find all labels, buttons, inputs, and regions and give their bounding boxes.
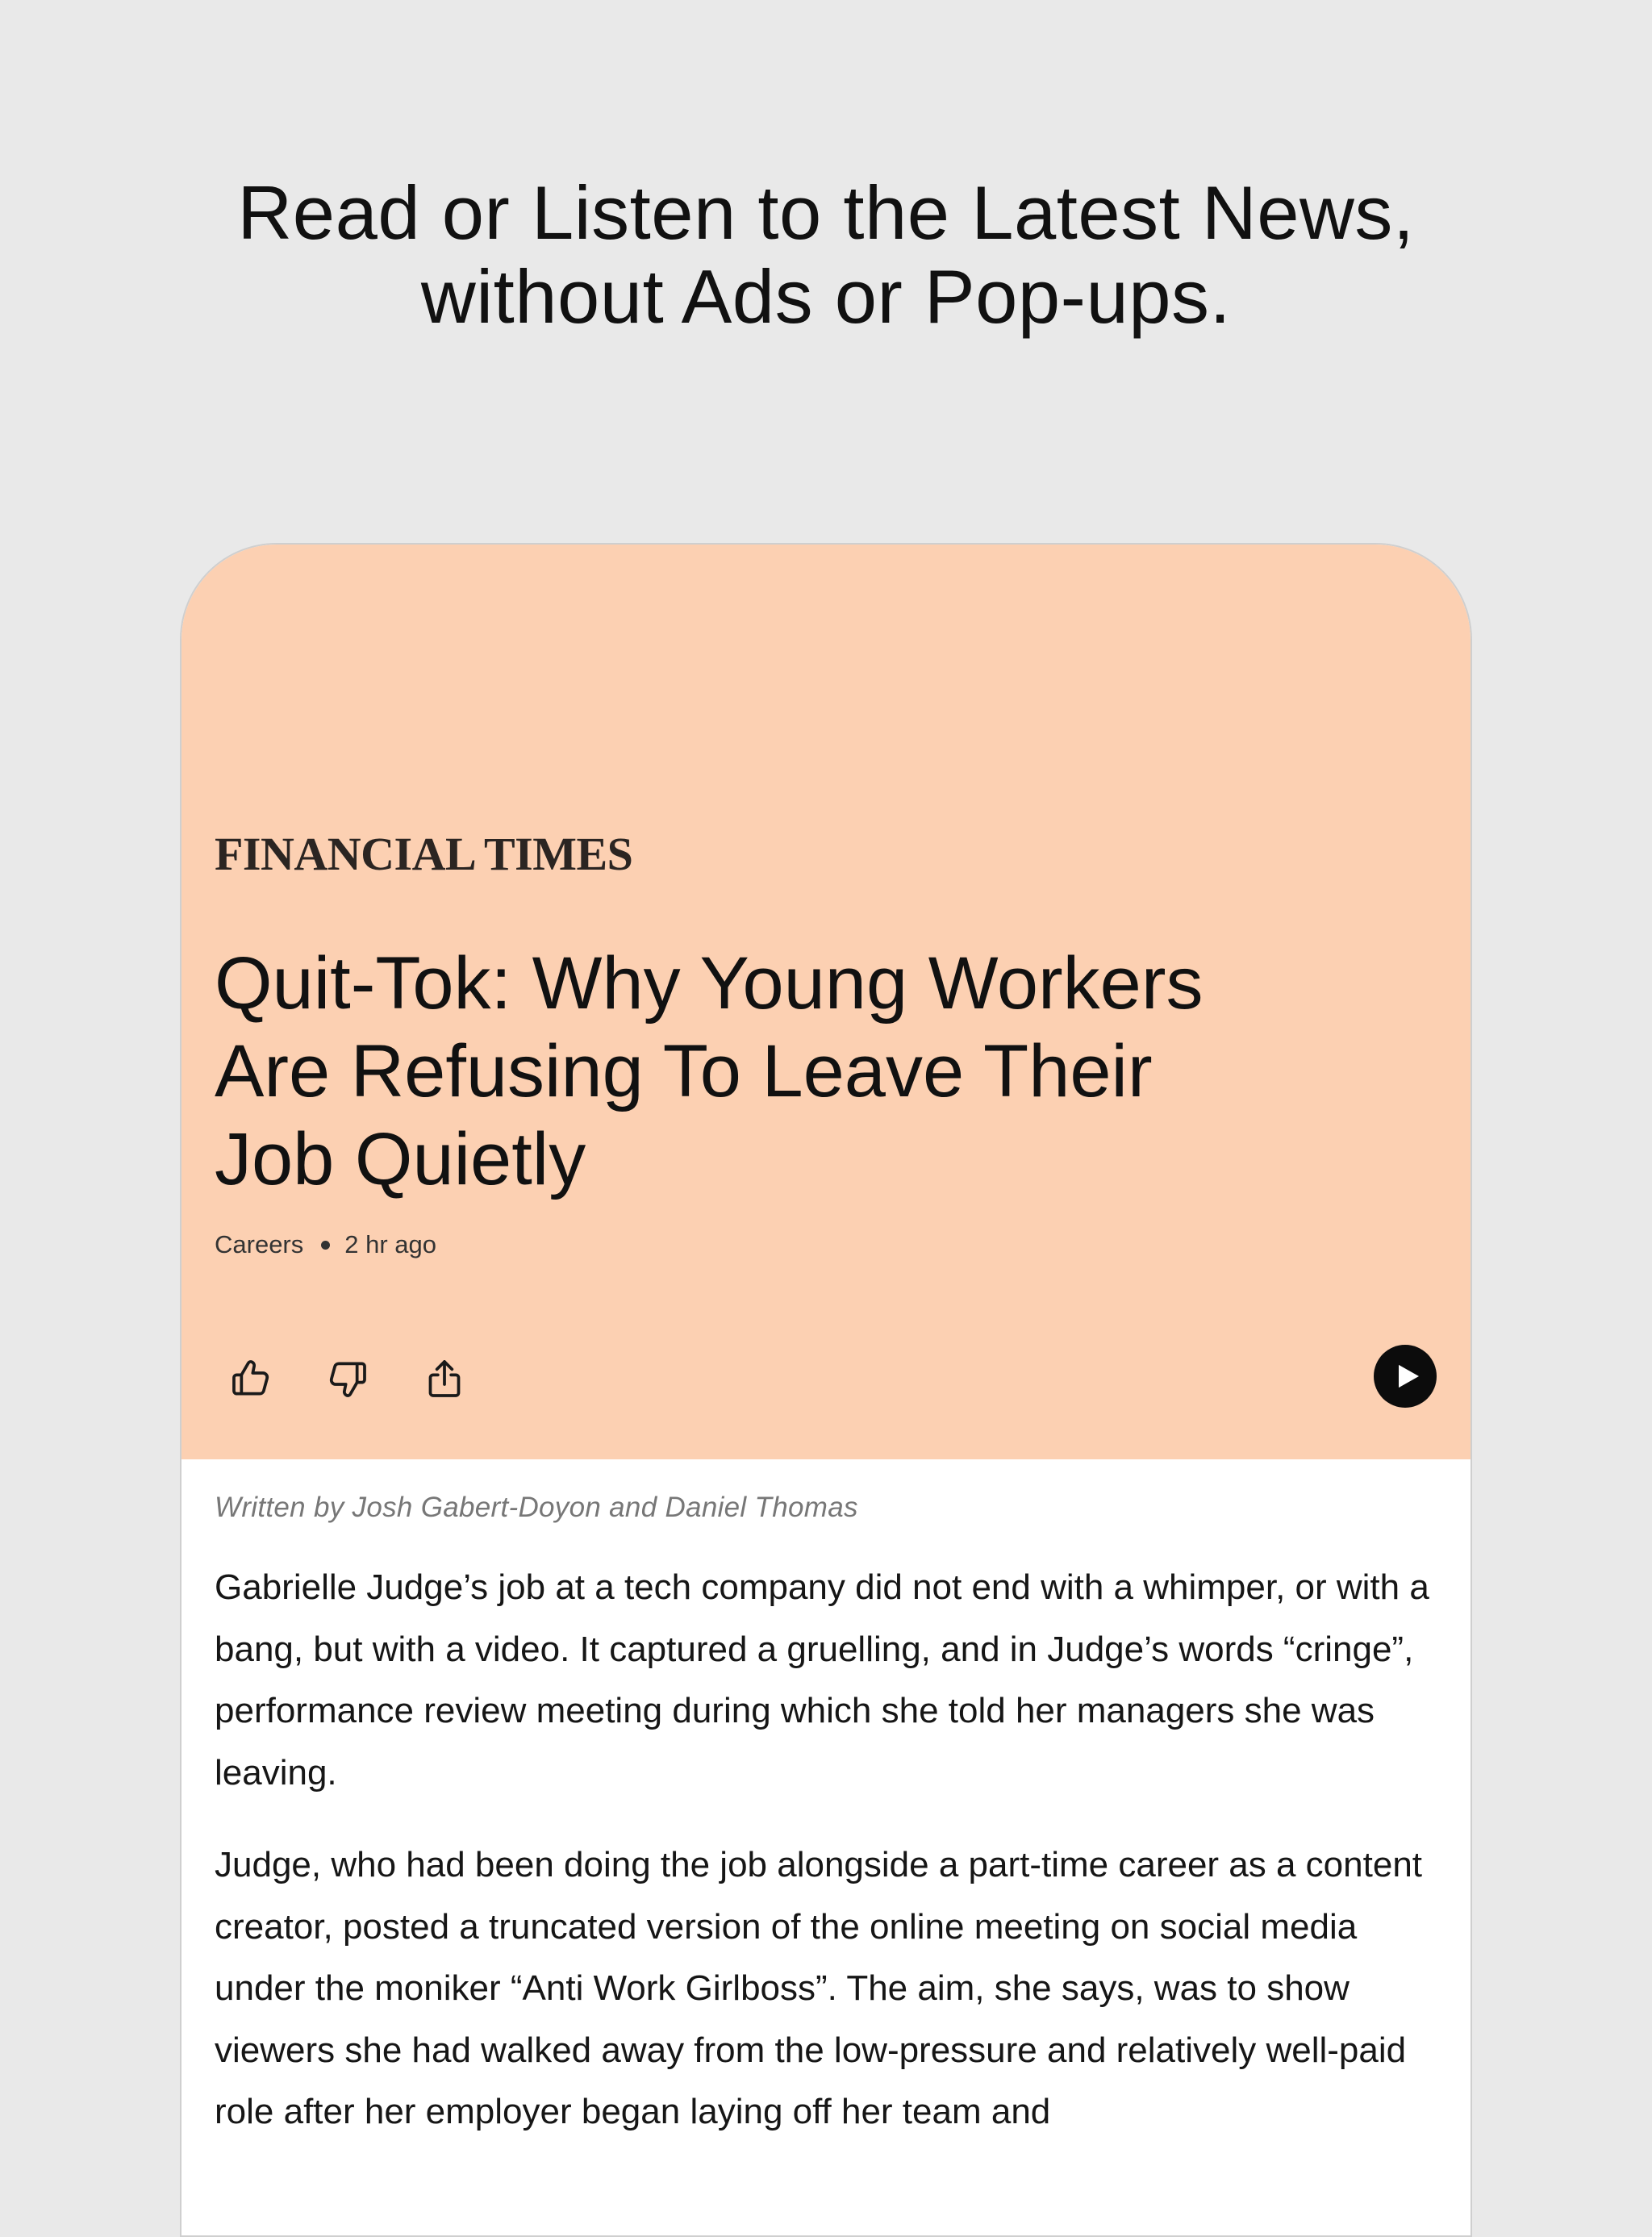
article-title-line-2: Are Refusing To Leave Their: [215, 1030, 1153, 1112]
meta-separator-dot: [321, 1241, 330, 1250]
article-paragraph: Judge, who had been doing the job alongside a part-time career as a content creator, posted a truncated version of the online meeting on social media under the moniker “Anti Work Girlboss”. The aim, she says, was to show viewers she had walked away from the low-pressure and relatively well-paid role after her employer began laying off her team and: [215, 1845, 1423, 2131]
play-audio-button[interactable]: [1374, 1345, 1437, 1408]
promo-headline: [0, 171, 1652, 339]
thumbs-down-icon: [325, 1356, 370, 1401]
article-title-line-3: Job Quietly: [215, 1118, 586, 1200]
article-timestamp: 2 hr ago: [344, 1230, 437, 1258]
promo-headline-line-1: Read or Listen to the Latest News,: [237, 170, 1415, 255]
thumbs-up-icon: [228, 1356, 273, 1401]
article-body: [215, 1557, 1441, 2174]
article-actions: [181, 1343, 1471, 1416]
article-title-line-1: Quit-Tok: Why Young Workers: [215, 942, 1204, 1025]
article-card[interactable]: [180, 543, 1472, 2237]
share-icon: [422, 1356, 467, 1401]
article-meta: [215, 1230, 436, 1259]
publisher-logo: FINANCIAL TIMES: [215, 828, 633, 880]
promo-headline-line-2: without Ads or Pop-ups.: [420, 254, 1232, 339]
article-byline: Written by Josh Gabert-Doyon and Daniel Thomas: [215, 1492, 858, 1523]
article-category: Careers: [215, 1230, 304, 1258]
play-icon: [1391, 1360, 1423, 1392]
article-paragraph: Gabrielle Judge’s job at a tech company did not end with a whimper, or with a bang, but with a video. It captured a gruelling, and in Judge’s words “cringe”, performance review meeting during which she told her managers she was leaving.: [215, 1567, 1429, 1793]
share-button[interactable]: [415, 1350, 473, 1408]
like-button[interactable]: [222, 1350, 280, 1408]
dislike-button[interactable]: [319, 1350, 377, 1408]
article-title: [215, 940, 1344, 1204]
article-header: [181, 545, 1471, 1459]
